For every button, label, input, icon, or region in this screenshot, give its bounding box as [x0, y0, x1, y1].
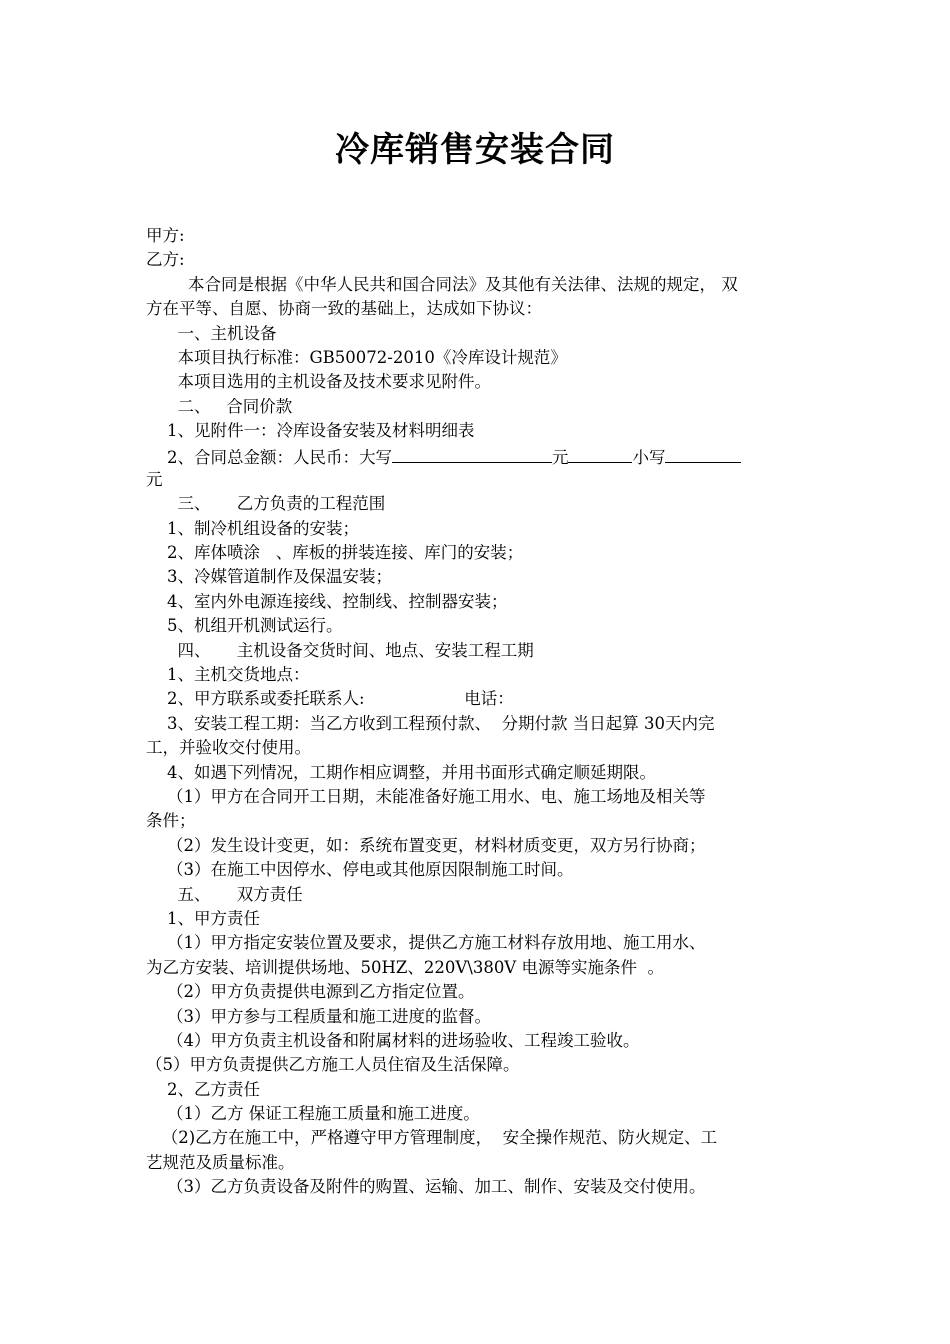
party-a-duty-2: （2）甲方负责提供电源到乙方指定位置。: [146, 982, 475, 1002]
section-4-sub-2: （2）发生设计变更，如：系统布置变更，材料材质变更，双方另行协商；: [146, 835, 706, 855]
contract-body: [146, 224, 814, 1200]
party-a-duty-1-cont: 为乙方安装、培训提供场地、50HZ、220V\380V 电源等实施条件 。: [146, 957, 664, 977]
section-4-item-1: 1、主机交货地点：: [146, 665, 310, 685]
section-4-item-2: 2、甲方联系或委托联系人: 电话：: [146, 689, 514, 709]
section-2-heading: 二、 合同价款: [146, 396, 293, 416]
section-5-heading: 五、 双方责任: [146, 884, 303, 904]
amount-yuan-label: 元: [551, 447, 569, 467]
section-1-heading: 一、主机设备: [146, 323, 277, 343]
party-a-duty-3: （3）甲方参与工程质量和施工进度的监督。: [146, 1006, 491, 1026]
party-b-duties-heading: 2、乙方责任: [146, 1079, 260, 1099]
party-b-duty-2-cont: 艺规范及质量标准。: [146, 1152, 295, 1172]
party-a-line: 甲方:: [146, 226, 185, 245]
section-2-item-2-cont: 元: [146, 469, 163, 489]
section-4-item-3: 3、安装工程工期：当乙方收到工程预付款、 分期付款 当日起算 30天内完: [146, 713, 715, 733]
party-a-duty-1: （1）甲方指定安装位置及要求，提供乙方施工材料存放用地、施工用水、: [146, 933, 706, 953]
section-2-item-2: [146, 444, 814, 468]
section-3-item-4: 4、室内外电源连接线、控制线、控制器安装；: [146, 591, 508, 611]
preamble-line-1: 本合同是根据《中华人民共和国合同法》及其他有关法律、法规的规定， 双: [146, 274, 738, 294]
party-a-duties-heading: 1、甲方责任: [146, 908, 260, 928]
section-1-line-1: 本项目执行标准：GB50072-2010《冷库设计规范》: [146, 347, 567, 367]
section-4-item-3-cont: 工，并验收交付使用。: [146, 738, 311, 758]
party-b-duty-2: （2)乙方在施工中，严格遵守甲方管理制度， 安全操作规范、防火规定、工: [146, 1128, 718, 1148]
amount-middle-blank[interactable]: [568, 444, 632, 463]
amount-uppercase-blank[interactable]: [392, 444, 552, 463]
section-3-heading: 三、 乙方负责的工程范围: [146, 494, 386, 514]
section-3-item-1: 1、制冷机组设备的安装；: [146, 518, 359, 538]
party-b-line: 乙方:: [146, 250, 185, 270]
section-2-item-1: 1、见附件一：冷库设备安装及材料明细表: [146, 421, 475, 441]
section-4-sub-1: （1）甲方在合同开工日期，未能准备好施工用水、电、施工场地及相关等: [146, 786, 706, 806]
party-a-duty-5: （5）甲方负责提供乙方施工人员住宿及生活保障。: [146, 1055, 520, 1075]
section-4-item-4: 4、如遇下列情况，工期作相应调整，并用书面形式确定顺延期限。: [146, 762, 656, 782]
preamble-line-2: 方在平等、自愿、协商一致的基础上，达成如下协议：: [146, 299, 542, 319]
party-a-duty-4: （4）甲方负责主机设备和附属材料的进场验收、工程竣工验收。: [146, 1030, 640, 1050]
section-3-item-5: 5、机组开机测试运行。: [146, 616, 343, 636]
section-1-line-2: 本项目选用的主机设备及技术要求见附件。: [146, 372, 491, 392]
amount-xiaoxie-label: 小写: [632, 447, 666, 467]
section-3-item-2: 2、库体喷涂 、库板的拼装连接、库门的安装；: [146, 543, 524, 563]
party-b-duty-1: （1）乙方 保证工程施工质量和施工进度。: [146, 1104, 480, 1124]
section-3-item-3: 3、冷媒管道制作及保温安装；: [146, 567, 392, 587]
amount-lowercase-blank[interactable]: [665, 444, 741, 463]
party-b-duty-3: （3）乙方负责设备及附件的购置、运输、加工、制作、安装及交付使用。: [146, 1177, 706, 1197]
document-title: 冷库销售安装合同: [335, 130, 615, 170]
section-4-sub-1-cont: 条件；: [146, 811, 196, 831]
section-4-heading: 四、 主机设备交货时间、地点、安装工程工期: [146, 640, 534, 660]
amount-prefix: 2、合同总金额：人民币：大写: [146, 447, 392, 467]
section-4-sub-3: （3）在施工中因停水、停电或其他原因限制施工时间。: [146, 860, 574, 880]
